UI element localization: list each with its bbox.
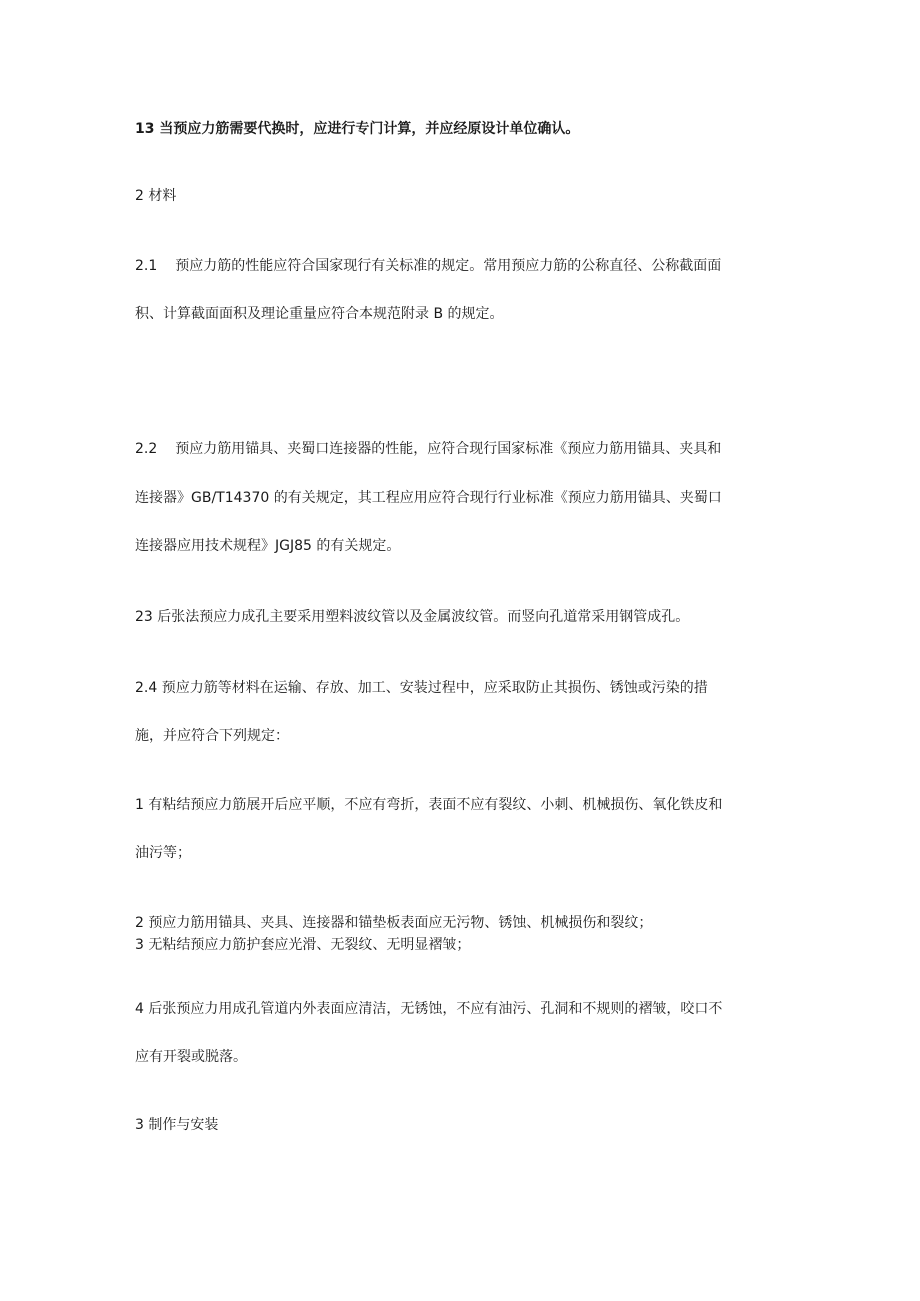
list-item-1-line-2: 油污等； [135, 845, 191, 861]
section-heading-3: 3 制作与安装 [135, 1117, 219, 1133]
list-item-4-line-2: 应有开裂或脱落。 [135, 1049, 247, 1065]
clause-2-3: 23 后张法预应力成孔主要采用塑料波纹管以及金属波纹管。而竖向孔道常采用钢管成孔。 [135, 609, 690, 625]
clause-13: 13 当预应力筋需要代换时，应进行专门计算，并应经原设计单位确认。 [135, 121, 580, 137]
clause-2-4-line-2: 施，并应符合下列规定： [135, 728, 289, 744]
clause-number: 2.2 [135, 441, 158, 457]
section-heading-2: 2 材料 [135, 188, 177, 204]
clause-text: 预应力筋用锚具、夹蜀口连接器的性能，应符合现行国家标准《预应力筋用锚具、夹具和 [175, 441, 722, 457]
clause-number: 2.1 [135, 258, 158, 274]
clause-2-2-line-1 [135, 439, 721, 459]
clause-2-1-line-2: 积、计算截面面积及理论重量应符合本规范附录 B 的规定。 [135, 306, 504, 322]
clause-2-4-line-1: 2.4 预应力筋等材料在运输、存放、加工、安装过程中，应采取防止其损伤、锈蚀或污染的措 [135, 680, 708, 696]
clause-2-2-line-3: 连接器应用技术规程》JGJ85 的有关规定。 [135, 538, 401, 554]
clause-text: 预应力筋的性能应符合国家现行有关标准的规定。常用预应力筋的公称直径、公称截面面 [175, 258, 722, 274]
clause-2-2-line-2: 连接器》GB/T14370 的有关规定，其工程应用应符合现行行业标准《预应力筋用锚具、夹蜀口 [135, 490, 722, 506]
list-item-3: 3 无粘结预应力筋护套应光滑、无裂纹、无明显褶皱； [135, 937, 471, 953]
clause-2-1-line-1 [135, 256, 721, 276]
list-item-4-line-1: 4 后张预应力用成孔管道内外表面应清洁，无锈蚀，不应有油污、孔洞和不规则的褶皱，咬口不 [135, 1001, 723, 1017]
list-item-2: 2 预应力筋用锚具、夹具、连接器和锚垫板表面应无污物、锈蚀、机械损伤和裂纹； [135, 915, 653, 931]
list-item-1-line-1: 1 有粘结预应力筋展开后应平顺，不应有弯折，表面不应有裂纹、小刺、机械损伤、氧化铁皮和 [135, 797, 723, 813]
